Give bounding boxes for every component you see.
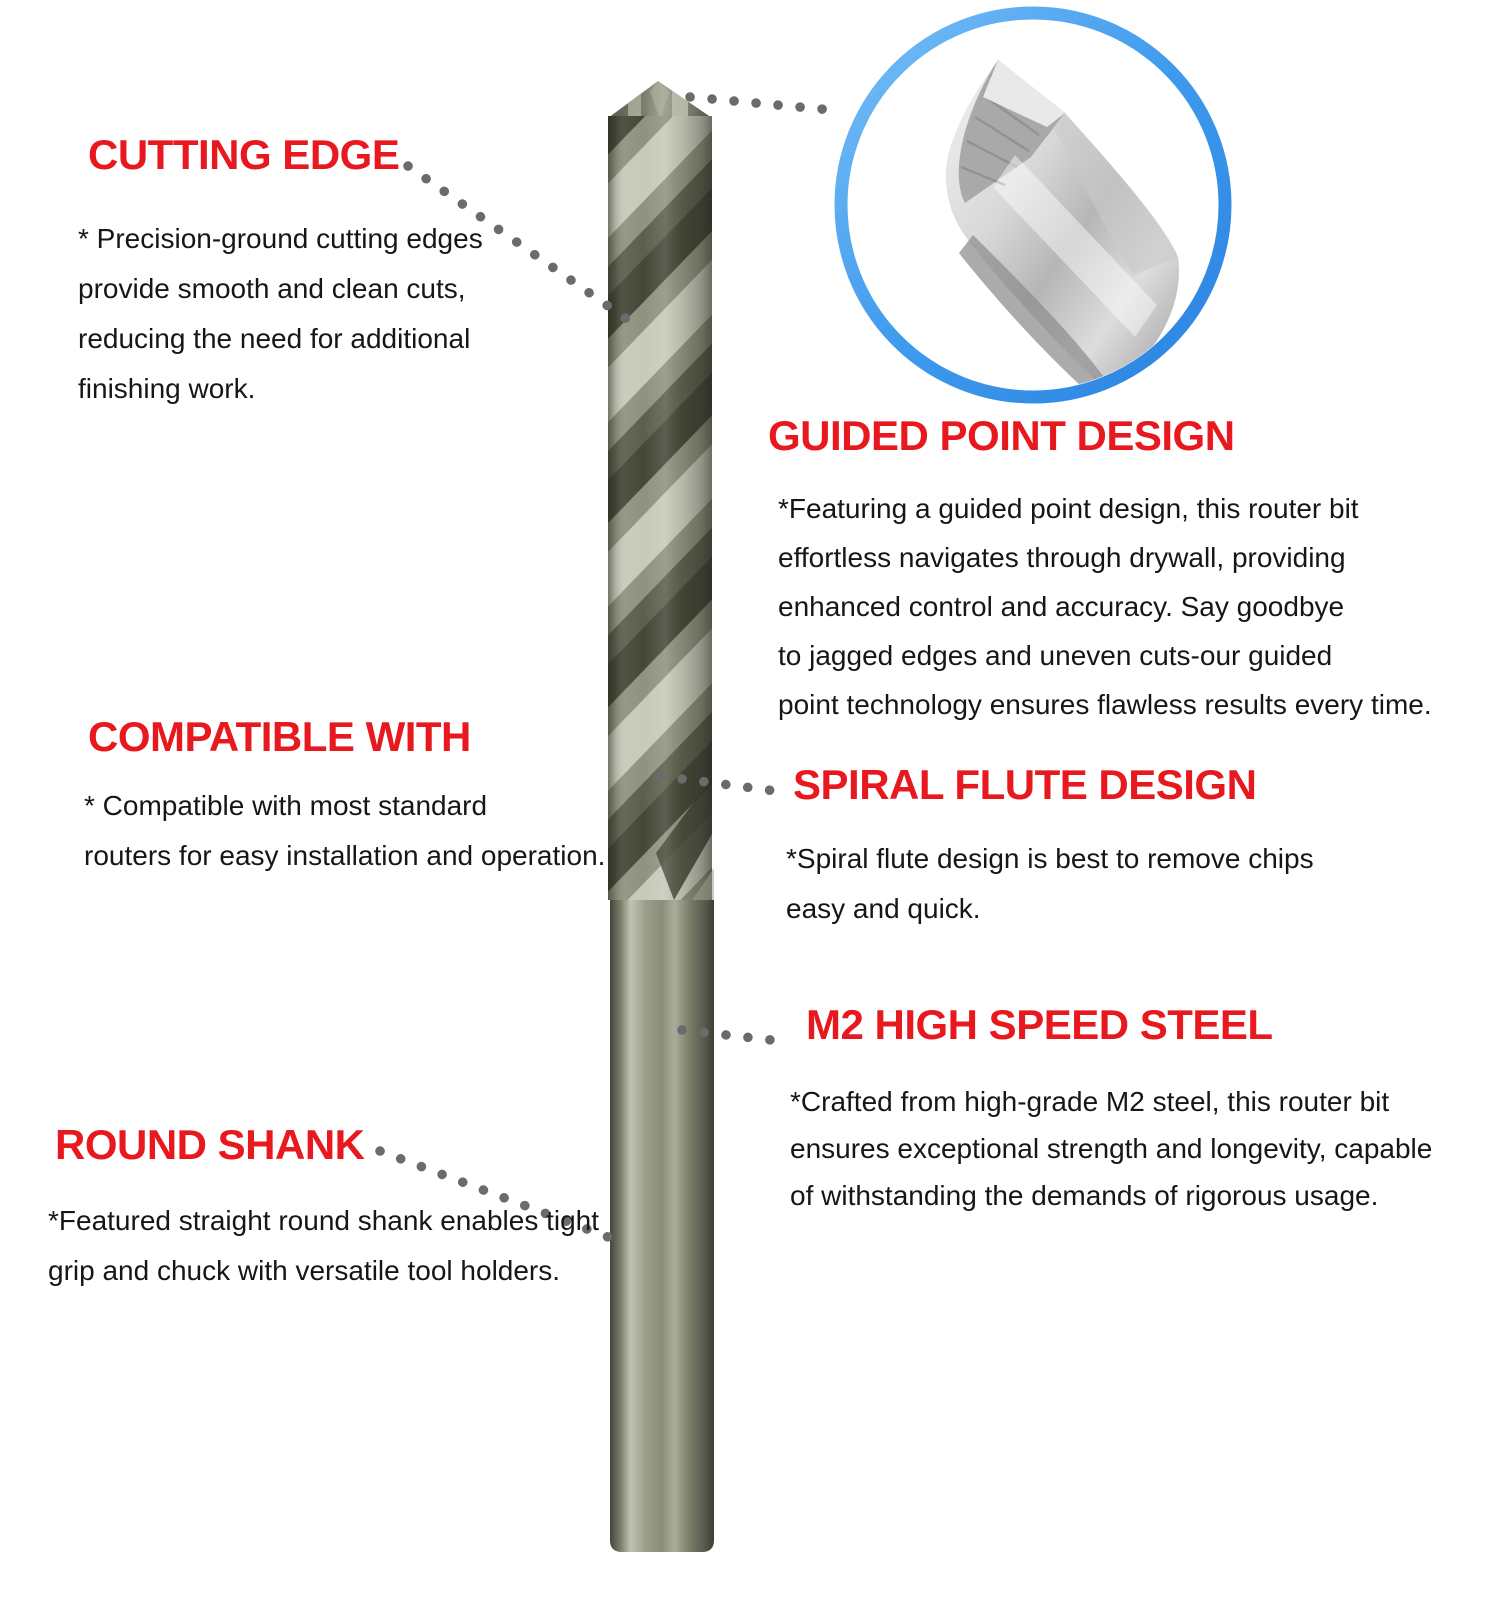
text-line: * Precision-ground cutting edges	[78, 223, 483, 254]
m2-steel-heading: M2 HIGH SPEED STEEL	[806, 1001, 1273, 1048]
tip-closeup-inset	[833, 5, 1233, 405]
compatible-with-heading: COMPATIBLE WITH	[88, 713, 471, 760]
text-line: routers for easy installation and operation.	[84, 840, 606, 871]
text-line: *Spiral flute design is best to remove chips	[786, 843, 1314, 874]
m2-steel-description	[790, 1078, 1432, 1219]
text-line: * Compatible with most standard	[84, 790, 488, 821]
drill-bit-image	[600, 78, 720, 1558]
text-line: finishing work.	[78, 373, 256, 404]
text-line: enhanced control and accuracy. Say goodbye	[778, 591, 1345, 622]
guided-point-description	[778, 484, 1432, 729]
text-line: *Crafted from high-grade M2 steel, this router bit	[790, 1086, 1390, 1117]
text-line: effortless navigates through drywall, providing	[778, 542, 1346, 573]
text-line: to jagged edges and uneven cuts-our guided	[778, 640, 1333, 671]
text-line: *Featuring a guided point design, this router bit	[778, 493, 1359, 524]
text-line: point technology ensures flawless results every time.	[778, 689, 1432, 720]
cutting-edge-heading: CUTTING EDGE	[88, 131, 400, 178]
guided-point-heading: GUIDED POINT DESIGN	[768, 412, 1235, 459]
text-line: ensures exceptional strength and longevity, capable	[790, 1133, 1433, 1164]
compatible-with-description	[84, 781, 605, 881]
cutting-edge-description	[78, 214, 483, 414]
round-shank-heading: ROUND SHANK	[55, 1121, 365, 1168]
text-line: easy and quick.	[786, 893, 981, 924]
spiral-flute-heading: SPIRAL FLUTE DESIGN	[793, 761, 1257, 808]
text-line: provide smooth and clean cuts,	[78, 273, 466, 304]
text-line: *Featured straight round shank enables tight	[48, 1205, 600, 1236]
spiral-flute-description	[786, 834, 1314, 934]
round-shank-description	[48, 1196, 599, 1296]
text-line: grip and chuck with versatile tool holders.	[48, 1255, 561, 1286]
text-line: reducing the need for additional	[78, 323, 471, 354]
text-line: of withstanding the demands of rigorous usage.	[790, 1180, 1379, 1211]
